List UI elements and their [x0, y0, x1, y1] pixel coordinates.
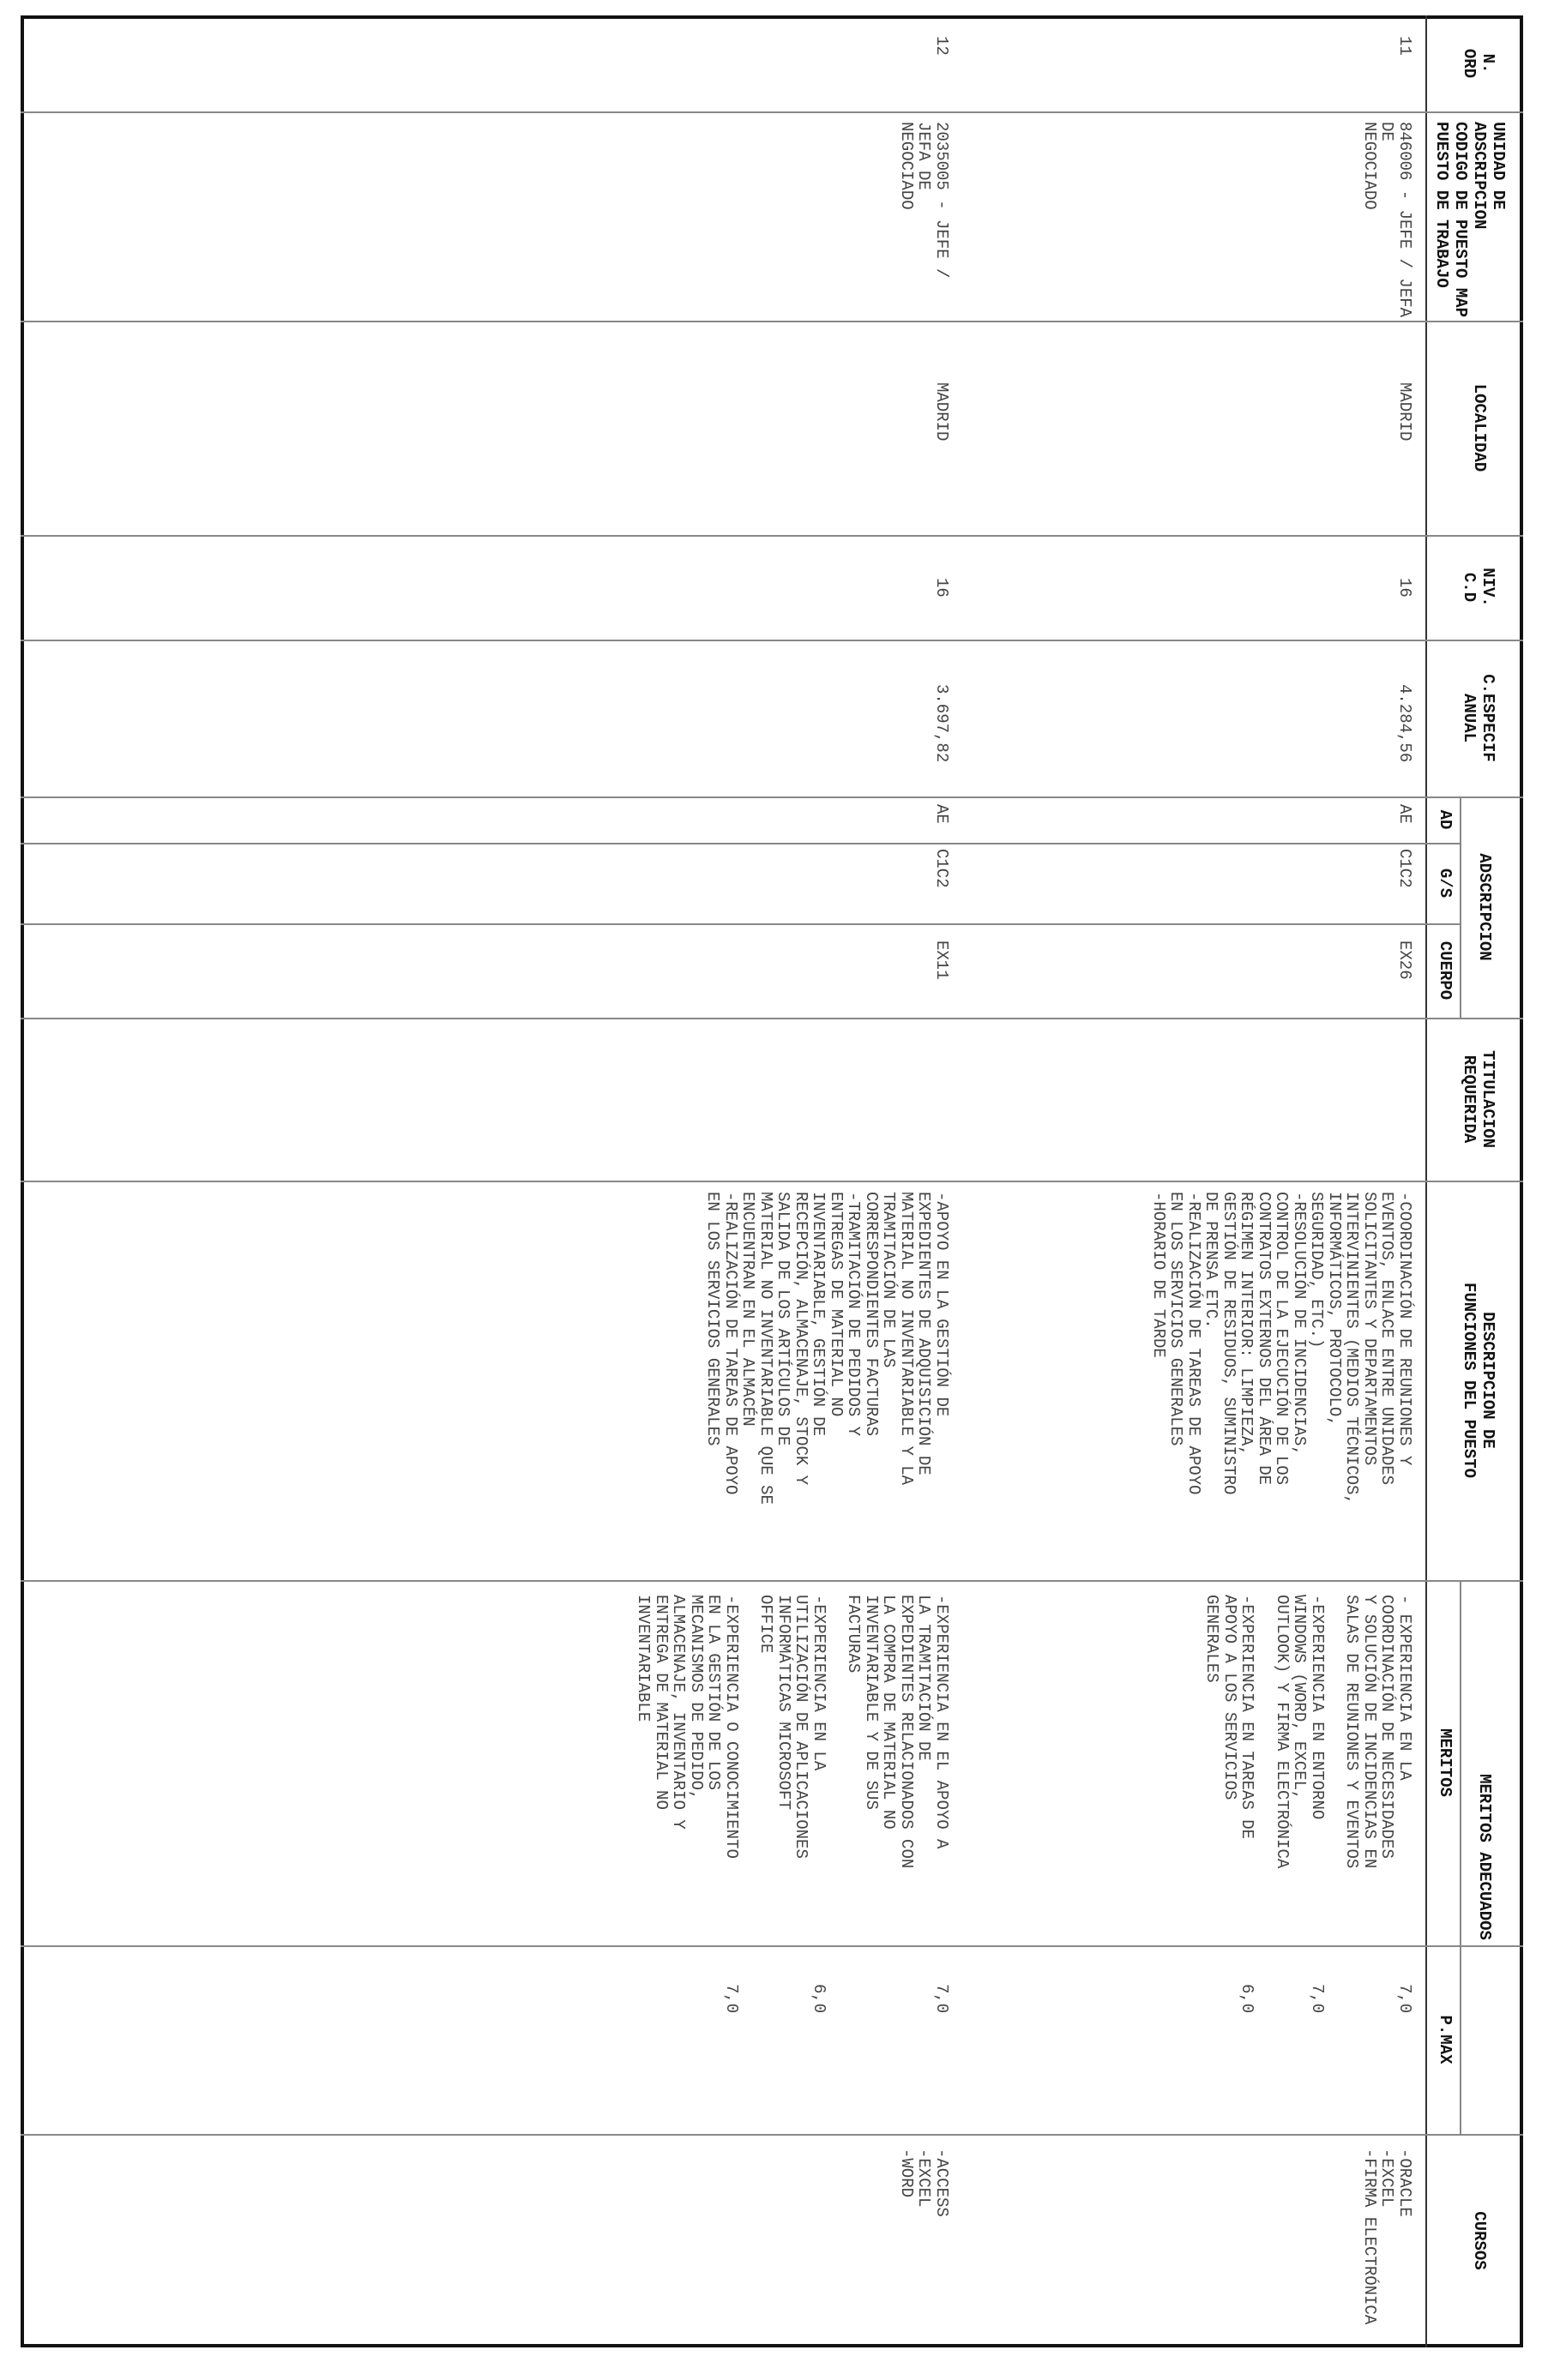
descripcion-cell-line: DE PRENSA ETC.	[1202, 1192, 1221, 1329]
pmax-value: 7,0	[932, 1984, 951, 2014]
descripcion-cell-line: GESTIÓN DE RESIDUOS, SUMINISTRO	[1220, 1192, 1238, 1495]
descripcion-cell-line: INVENTARIABLE, GESTIÓN DE	[809, 1192, 828, 1437]
descripcion-cell-line: -REALIZACIÓN DE TAREAS DE APOYO	[721, 1192, 740, 1495]
pmax-value: 7,0	[1308, 1984, 1327, 2014]
cursos-cell-line: -ACCESS	[932, 2149, 951, 2217]
descripcion-cell-line: -REALIZACIÓN DE TAREAS DE APOYO	[1184, 1192, 1203, 1495]
descripcion-cell-line: -TRAMITACIÓN DE PEDIDOS Y	[844, 1192, 864, 1437]
cursos-cell-line: -EXCEL	[1377, 2149, 1397, 2208]
descripcion-cell-line: EN LOS SERVICIOS GENERALES	[703, 1192, 723, 1446]
descripcion-cell-line: EN LOS SERVICIOS GENERALES	[1166, 1192, 1186, 1446]
merito-block-line: ALMACENAJE, INVENTARIO Y	[669, 1595, 689, 1830]
col-divider	[21, 321, 1523, 322]
descripcion-cell-line: ENTREGAS DE MATERIAL NO	[827, 1192, 846, 1417]
merito-block-line: EN LA GESTIÓN DE LOS	[704, 1595, 724, 1791]
merito-block-line: OUTLOOK) Y FIRMA ELECTRÓNICA	[1273, 1595, 1292, 1869]
gs-cell: C1C2	[1395, 849, 1414, 888]
descripcion-cell-line: RECEPCIÓN, ALMACENAJE, STOCK Y	[792, 1192, 810, 1486]
descripcion-cell-line: -COORDINACIÓN DE REUNIONES Y	[1395, 1192, 1414, 1466]
row-number: 11	[1395, 36, 1414, 56]
descripcion-cell-line: CORRESPONDIENTES FACTURAS	[862, 1192, 881, 1437]
row-number: 12	[932, 36, 951, 56]
descripcion-cell-line: RÉGIMEN INTERIOR: LIMPIEZA,	[1237, 1192, 1256, 1456]
merito-block-line: SALAS DE REUNIONES Y EVENTOS	[1342, 1595, 1362, 1869]
pmax-value: 7,0	[722, 1984, 741, 2014]
descripcion-cell-line: SEGURIDAD, ETC.)	[1307, 1192, 1327, 1349]
col-divider	[21, 923, 1461, 925]
header-descripcion: DESCRIPCION DE FUNCIONES DEL PUESTO	[1460, 1282, 1497, 1479]
header-meritos-adecuados: MERITOS ADECUADOS	[1475, 1774, 1494, 1940]
header-localidad: LOCALIDAD	[1470, 383, 1489, 472]
subheader-divider	[1460, 796, 1461, 1018]
header-ad: AD	[1436, 809, 1455, 830]
descripcion-cell-line: INFORMÁTICOS, PROTOCOLO,	[1325, 1192, 1344, 1427]
merito-block-line: INVENTARIABLE Y DE SUS	[862, 1595, 881, 1810]
niv-cell: 16	[1395, 578, 1414, 598]
merito-block-line: -EXPERIENCIA EN EL APOYO A	[932, 1595, 951, 1849]
merito-block	[1274, 1595, 1327, 1946]
descripcion-cell	[704, 1192, 950, 1578]
col-divider	[21, 796, 1523, 798]
merito-block	[845, 1595, 950, 1946]
unidad-cell	[1361, 122, 1414, 321]
merito-block	[1203, 1595, 1256, 1946]
merito-block-line: WINDOWS (WORD, EXCEL,	[1290, 1595, 1310, 1800]
descripcion-cell-line: SOLICITANTES Y DEPARTAMENTOS	[1360, 1192, 1379, 1466]
merito-block-line: -EXPERIENCIA EN ENTORNO	[1308, 1595, 1327, 1820]
header-c-especif: C.ESPECIF ANUAL	[1460, 674, 1497, 762]
header-unidad: UNIDAD DE ADSCRIPCION CODIGO DE PUESTO MAP PUESTO DE TRABAJO	[1432, 122, 1508, 318]
col-divider	[21, 535, 1523, 537]
header-cuerpo: CUERPO	[1436, 941, 1455, 1001]
descripcion-cell-line: -HORARIO DE TARDE	[1149, 1192, 1168, 1358]
descripcion-cell-line: ENCUENTRAN EN EL ALMACÉN	[738, 1192, 758, 1427]
c-especif-cell: 4.284,56	[1395, 684, 1414, 763]
merito-block-line: COORDINACIÓN DE NECESIDADES	[1377, 1595, 1397, 1859]
cursos-cell-line: -EXCEL	[914, 2149, 934, 2208]
header-cursos: CURSOS	[1470, 2211, 1489, 2270]
header-gs: G/S	[1436, 868, 1455, 899]
cursos-cell-line: -ORACLE	[1395, 2149, 1414, 2217]
cursos-cell-line: -WORD	[897, 2149, 916, 2198]
pmax-value: 7,0	[1395, 1984, 1414, 2014]
c-especif-cell: 3.697,82	[932, 684, 951, 763]
merito-block-line: EXPEDIENTES RELACIONADOS CON	[897, 1595, 916, 1869]
descripcion-cell-line: TRAMITACIÓN DE LAS	[879, 1192, 899, 1368]
merito-block	[635, 1595, 740, 1946]
merito-block-line: MECANISMOS DE PEDIDO,	[687, 1595, 706, 1800]
ad-cell: AE	[932, 804, 951, 824]
localidad-cell: MADRID	[932, 382, 951, 442]
descripcion-cell-line: EVENTOS, ENLACE ENTRE UNIDADES	[1377, 1192, 1397, 1486]
unidad-cell-line: NEGOCIADO	[897, 122, 916, 210]
merito-block-line: -EXPERIENCIA O CONOCIMIENTO	[722, 1595, 741, 1859]
merito-block-line: LA TRAMITACIÓN DE	[914, 1595, 934, 1761]
merito-block-line: FACTURAS	[844, 1595, 864, 1674]
merito-block-line: GENERALES	[1202, 1595, 1222, 1683]
merito-block-line: UTILIZACIÓN DE APLICACIONES	[792, 1595, 811, 1859]
col-divider	[21, 1181, 1523, 1182]
col-divider	[21, 843, 1461, 844]
merito-block-line: LA COMPRA DE MATERIAL NO	[879, 1595, 899, 1830]
merito-block-line: APOYO A LOS SERVICIOS	[1220, 1595, 1239, 1800]
descripcion-cell-line: -APOYO EN LA GESTIÓN DE	[932, 1192, 951, 1417]
descripcion-cell-line: INTERVINIENTES (MEDIOS TÉCNICOS,	[1342, 1192, 1362, 1505]
rotated-table-sheet	[21, 15, 1523, 2347]
header-niv: NIV. C.D	[1460, 568, 1497, 607]
localidad-cell: MADRID	[1395, 382, 1414, 442]
descripcion-cell-line: MATERIAL NO INVENTARIABLE Y LA	[897, 1192, 916, 1486]
unidad-cell-line: 846006 - JEFE / JEFA DE	[1377, 122, 1414, 318]
unidad-cell-line: NEGOCIADO	[1360, 122, 1379, 210]
merito-block-line: INFORMÁTICAS MICROSOFT	[774, 1595, 793, 1810]
ad-cell: AE	[1395, 804, 1414, 824]
descripcion-cell-line: -RESOLUCIÓN DE INCIDENCIAS,	[1290, 1192, 1309, 1456]
pmax-value: 6,0	[1238, 1984, 1257, 2014]
cursos-cell	[898, 2149, 951, 2346]
merito-block-line: -EXPERIENCIA EN TAREAS DE	[1238, 1595, 1257, 1840]
cursos-cell	[1361, 2149, 1414, 2346]
descripcion-cell-line: EXPEDIENTES DE ADQUISICIÓN DE	[914, 1192, 934, 1475]
merito-block	[757, 1595, 828, 1946]
descripcion-cell-line: SALIDA DE LOS ARTÍCULOS DE	[774, 1192, 793, 1446]
header-n-ord: N. ORD	[1460, 48, 1497, 79]
merito-block-line: - EXPERIENCIA EN LA	[1395, 1595, 1414, 1781]
descripcion-cell-line: MATERIAL NO INVENTARIABLE QUE SE	[756, 1192, 775, 1505]
gs-cell: C1C2	[932, 849, 951, 888]
niv-cell: 16	[932, 578, 951, 598]
col-divider	[21, 640, 1523, 641]
merito-block-line: ENTREGA DE MATERIAL NO	[652, 1595, 671, 1810]
descripcion-cell	[1150, 1192, 1414, 1578]
col-divider	[21, 111, 1523, 113]
merito-block-line: -EXPERIENCIA EN LA	[810, 1595, 828, 1771]
cuerpo-cell: EX26	[1395, 941, 1414, 980]
cuerpo-cell: EX11	[932, 941, 951, 980]
merito-block-line: INVENTARIABLE	[634, 1595, 654, 1722]
col-divider	[21, 1018, 1523, 1019]
merito-block-line: Y SOLUCIÓN DE INCIDENCIAS EN	[1360, 1595, 1379, 1869]
merito-block	[1343, 1595, 1413, 1946]
header-adscripcion: ADSCRIPCION	[1475, 853, 1494, 961]
descripcion-cell-line: CONTROL DE LA EJECUCIÓN DE LOS	[1272, 1192, 1292, 1486]
cursos-cell-line: -FIRMA ELECTRÓNICA	[1360, 2149, 1379, 2325]
merito-block-line: OFFICE	[756, 1595, 776, 1654]
unidad-cell-line: 2035005 - JEFE / JEFA DE	[914, 122, 951, 288]
unidad-cell	[898, 122, 951, 321]
col-divider	[21, 1580, 1523, 1582]
header-meritos: MERITOS	[1436, 1728, 1455, 1797]
subheader-divider	[1460, 1580, 1461, 2134]
pmax-value: 6,0	[810, 1984, 828, 2014]
col-divider	[21, 2134, 1523, 2136]
header-titulacion: TITULACION REQUERIDA	[1460, 1049, 1497, 1149]
header-pmax: P.MAX	[1436, 2015, 1455, 2064]
descripcion-cell-line: CONTRATOS EXTERNOS DEL ÁREA DE	[1255, 1192, 1274, 1486]
